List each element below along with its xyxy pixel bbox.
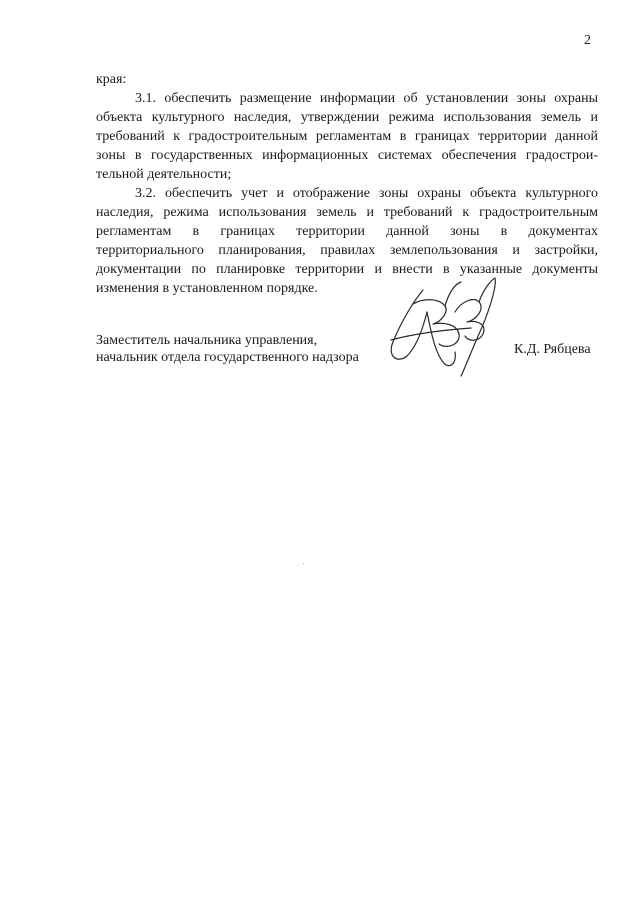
signatory-position-line-2: начальник отдела государственного надзора <box>96 350 359 365</box>
page-number: 2 <box>584 33 591 48</box>
body-line: изменения в установленном порядке. <box>96 281 318 296</box>
signatory-position <box>96 332 359 366</box>
body-line: края: <box>96 72 127 87</box>
handwritten-signature <box>383 272 501 380</box>
document-body <box>96 70 598 298</box>
body-line: регламентам в границах территории данной зоны в документах <box>96 224 598 239</box>
signatory-position-line-1: Заместитель начальника управления, <box>96 333 318 348</box>
body-line: зоны в государственных информационных системах обеспечения градострои- <box>96 148 598 163</box>
body-line: документации по планировке территории и внести в указанные документы <box>96 262 598 277</box>
scan-speck <box>303 563 304 564</box>
body-line: 3.1. обеспечить размещение информации об установлении зоны охраны <box>135 91 598 106</box>
body-line: территориального планирования, правилах землепользования и застройки, <box>96 243 598 258</box>
signatory-name: К.Д. Рябцева <box>514 342 591 357</box>
body-line: наследия, режима использования земель и требований к градостроительным <box>96 205 598 220</box>
body-line: 3.2. обеспечить учет и отображение зоны охраны объекта культурного <box>135 186 598 201</box>
body-line: требований к градостроительным регламентам в границах территории данной <box>96 129 598 144</box>
body-line: тельной деятельности; <box>96 167 232 182</box>
body-line: объекта культурного наследия, утверждении режима использования земель и <box>96 110 598 125</box>
